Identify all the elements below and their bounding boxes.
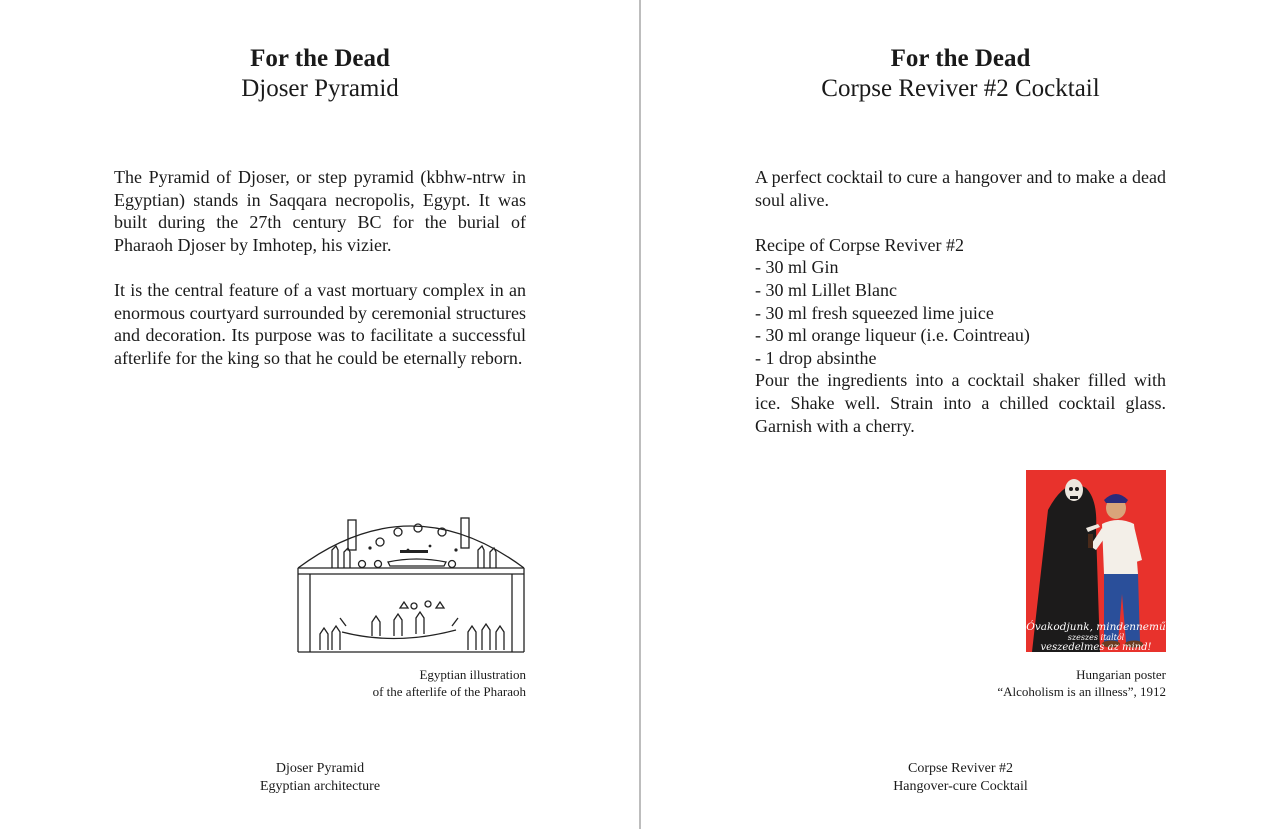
page-footer [641, 760, 1280, 795]
ingredient-item: - 30 ml Lillet Blanc [755, 279, 897, 300]
ingredient-item: - 30 ml orange liqueur (i.e. Cointreau) [755, 325, 1030, 346]
footer-line: Corpse Reviver #2 [908, 761, 1013, 776]
body-text [114, 166, 526, 392]
egyptian-afterlife-illustration [296, 506, 526, 654]
poster-text: veszedelmes az mind! [1040, 642, 1152, 652]
footer-line: Djoser Pyramid [275, 761, 365, 776]
footer-line: Hangover-cure Cocktail [893, 778, 1028, 794]
footer-line: Egyptian architecture [259, 778, 381, 794]
paragraph: The Pyramid of Djoser, or step pyramid (kbhw-ntrw in Egyptian) stands in Saqqara necropolis, Egypt. It was built during the 27th century BC for the burial of Pharaoh Djoser by Imhotep, his vizier. [114, 167, 526, 255]
caption-line: Hungarian poster [1076, 667, 1166, 682]
caption-line: of the afterlife of the Pharaoh [372, 683, 526, 699]
instructions: Pour the ingredients into a cocktail shaker filled with ice. Shake well. Strain into a chilled cocktail glass. Garnish with a cherry. [755, 370, 1166, 436]
ingredient-item: - 30 ml fresh squeezed lime juice [755, 302, 994, 323]
page-subtitle: Djoser Pyramid [241, 75, 399, 102]
page-subtitle: Corpse Reviver #2 Cocktail [821, 75, 1100, 102]
body-text [755, 166, 1166, 437]
ingredient-item: - 30 ml Gin [755, 257, 839, 278]
recipe-title: Recipe of Corpse Reviver #2 [755, 234, 964, 255]
intro-paragraph: A perfect cocktail to cure a hangover and to make a dead soul alive. [755, 167, 1166, 210]
page-title: For the Dead [890, 45, 1031, 72]
hungarian-poster-image [1026, 470, 1166, 652]
right-page [641, 0, 1280, 829]
poster-text: szeszes italtól [1067, 633, 1125, 642]
image-caption [997, 667, 1166, 700]
page-footer [0, 760, 640, 795]
page-title: For the Dead [250, 45, 390, 72]
caption-line: “Alcoholism is an illness”, 1912 [997, 683, 1166, 699]
poster-text: Óvakodjunk, mindennemű [1026, 621, 1166, 633]
image-caption [373, 667, 526, 700]
caption-line: Egyptian illustration [419, 667, 526, 682]
ingredient-item: - 1 drop absinthe [755, 347, 877, 368]
paragraph: It is the central feature of a vast mortuary complex in an enormous courtyard surrounded by ceremonial structures and decoration. Its purpose was to facilitate a successful afterlife for the king so that he could be eternally reborn. [114, 279, 526, 368]
